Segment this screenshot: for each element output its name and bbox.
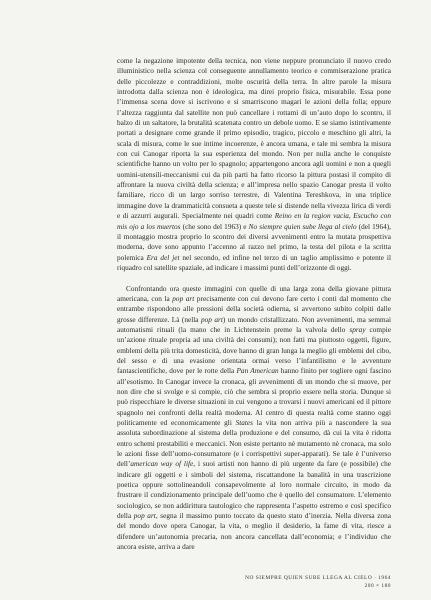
caption-dimensions: 200 × 180 xyxy=(364,583,391,589)
text-run: precisamente con cui devono fare certo i conti dal momento che entrambe rispondono alle pressioni della società odierna, si avvertono subito colpiti dalle grosse differenze. Là (nella xyxy=(117,294,391,324)
italic-title: Reino en la region vacia, Escucho con mis ojo a los muertos xyxy=(117,212,391,231)
caption-title: NO SIEMPRE QUIEN SUBE LLEGA AL CIELO · 1964 xyxy=(245,575,391,581)
italic-title: Era del jet xyxy=(146,253,180,262)
text-run: come la negazione impotente della tecnica, non viene neppure pronunciato il nuovo credo illuministico nella scienza col conseguente annullamento teorico e commiserazione pratica delle piccolezze e contraddizioni, molte oscurità della terra. In altre parole la misura introdotta dalla scienza non è ideologica, ma direi proprio fisica, misurabile. Essa pone l’immensa scena dove si iscrivono e si smarriscono magari le azioni della folla; eppure l’altezza raggiunta dal satellite non può cancellare i rottami di un’auto dopo lo scontro, il balzo di un saltatore, la brutalità scatenata contro un debole uomo. E se siamo istintivamente portati a designare come grande il primo episodio, tragico, piccolo e meschino gli altri, la scala di misura, come le sue intime incoerenze, è ancora umana, e tale mi sembra la misura con cui Canogar riporta la sua esperienza del mondo. Non per nulla anche le conquiste scientifiche hanno un volto per lo spagnolo; appartengono ancora agli uomini e non a quegli uomini-utensili-meccanismi cui da più parti ha fatto ricorso la pittura postasi il compito di affrontare la nuova civiltà della scienza; e all’impresa nello spazio Canogar presta il volto familiare, ricco di un largo sorriso terrestre, di Valentina Tereshkova, in una triplice immagine dove la drammaticità consueta a queste tele si distende nella vivezza lirica di verdi e di azzurri augurali. Specialmente nei quadri come xyxy=(117,57,391,221)
text-run: (del 1964), il montaggio mostra proprio lo scontro dei diversi avvenimenti entro la mutata prospettiva moderna, dove sono appunto l’accenno al razzo nel primo, la testa del pilota e la scritta polemica xyxy=(117,222,392,262)
text-run: nel secondo, ed infine nel terzo di un taglio amplissimo e potente il riquadro col satellite spaziale, ad indicare i massimi punti dell’orizzonte di oggi. xyxy=(117,253,391,272)
text-run: hanno finito per togliere ogni fascino all’esotismo. In Canogar invece la cronaca, gli avvenimenti di un mondo che si muove, per non dire che si svolge e si compie, ciò che sembra si proprio essere nella storia. Dunque si può rispecchiare le diverse situazioni in cui vengono a trovarsi i nuovi americani ed il pittore spagnolo nei confronti della realtà moderna. Al centro di questa realtà come stanno oggi politicamente ed economicamente gli xyxy=(117,367,391,427)
italic-title: Pan American xyxy=(236,367,279,376)
text-run: , segna il massimo punto toccato da questo stato d’inerzia. Nella diversa zona del mondo dove opera Canogar, la vita, o meglio il desiderio, la fame di vita, riesce a difendere un’autonomia precaria, non ancora cancellata dall’economia; e l’individuo che ancora esiste, arriva a dare xyxy=(117,512,392,552)
italic-title: pop art xyxy=(133,512,156,521)
text-column xyxy=(117,56,391,552)
italic-title: pop art xyxy=(172,294,195,303)
italic-title: No siempre quien sube llega al cielo xyxy=(248,222,357,231)
text-run: (che sono del 1963) e xyxy=(180,222,249,231)
text-run: Confrontando ora queste immagini con quelle di una larga zona della giovane pittura americana, con la xyxy=(117,284,391,303)
text-run: la vita non arriva più a nascondere la sua assoluta subordinazione al sistema della produzione e del consumo, dà cui la vita è ridotta entro schemi prestabiliti e meccanici. Non esiste pertanto nè mutamento nè cronaca, ma solo le azioni fisse dell’uomo-consumatore (e i corrispettivi super-apparati). Se tale è l’universo dell’ xyxy=(117,418,391,469)
italic-title: american way of life xyxy=(130,460,194,469)
figure-caption xyxy=(245,574,391,590)
text-run: compie un’azione rituale propria ad una civiltà dei consumi); non fatti ma piuttosto oggetti, figure, emblemi della più trita domesticità, dove hanno di gran lunga la meglio gli emblemi del cibo, del sesso e di una evasione orientata ormai verso l’infantilismo e le avventure fantascientifiche, dove per le rotte della xyxy=(117,325,391,376)
italic-title: States xyxy=(235,418,254,427)
text-run: ) un mondo cristallizzato. Non avvenimenti, ma semmai automatismi rituali (la mano che in Lichtenstein preme la valvola dello xyxy=(117,315,391,334)
italic-title: spray xyxy=(349,325,366,334)
paragraph-2 xyxy=(117,284,391,553)
paragraph-1 xyxy=(117,56,391,273)
italic-title: pop art xyxy=(200,315,223,324)
text-run: , i suoi artisti non hanno di più urgente da fare (e possibile) che indicare gli oggetti e i simboli del sistema, riscattandone la banalità in una trascrizione poetica oppure sottolineandoli consapevolmente al loro normale circuito, in modo da frustrare il condizionamento principale dell’uomo che è quello del consumatore. L’elemento sociologico, se non addirittura tautologico che rappresenta l’aspetto estremo e così specifico della xyxy=(117,460,391,521)
